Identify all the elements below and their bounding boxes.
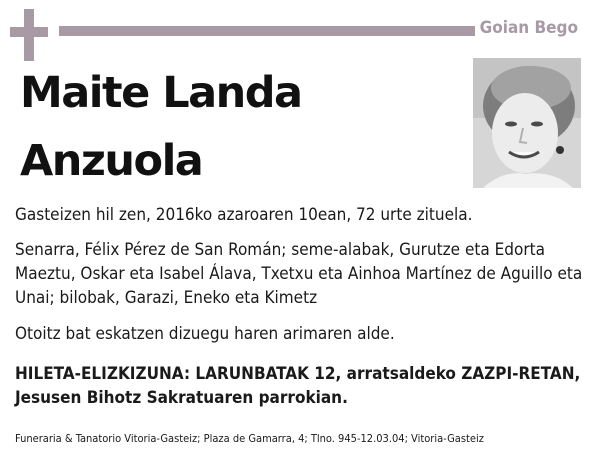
- prayer-request-text: Otoitz bat eskatzen dizuegu haren arimaren alde.: [15, 324, 395, 344]
- family-list-text: Senarra, Félix Pérez de San Román; seme-alabak, Gurutze eta Edorta Maeztu, Oskar eta Isabel Álava, Txetxu eta Ainhoa Martínez de Aguillo eta Unai; bilobak, Garazi, Eneko eta Kimetz: [15, 240, 583, 308]
- cross-icon: [10, 9, 48, 61]
- deceased-name-first-line: Maite Landa: [20, 68, 302, 118]
- funeral-details-text: HILETA-ELIZKIZUNA: LARUNBATAK 12, arratsaldeko ZAZPI-RETAN, Jesusen Bihotz Sakratuaren parrokian.: [15, 364, 581, 408]
- header-divider-bar: [59, 26, 475, 36]
- brand-label: Goian Bego: [479, 18, 578, 38]
- portrait-photo: [473, 58, 581, 188]
- deceased-name-second-line: Anzuola: [20, 136, 203, 186]
- funeral-home-footer: Funeraria & Tanatorio Vitoria-Gasteiz; Plaza de Gamarra, 4; Tlno. 945-12.03.04; Vitoria-Gasteiz: [15, 432, 484, 445]
- death-notice-text: Gasteizen hil zen, 2016ko azaroaren 10ean, 72 urte zituela.: [15, 205, 473, 225]
